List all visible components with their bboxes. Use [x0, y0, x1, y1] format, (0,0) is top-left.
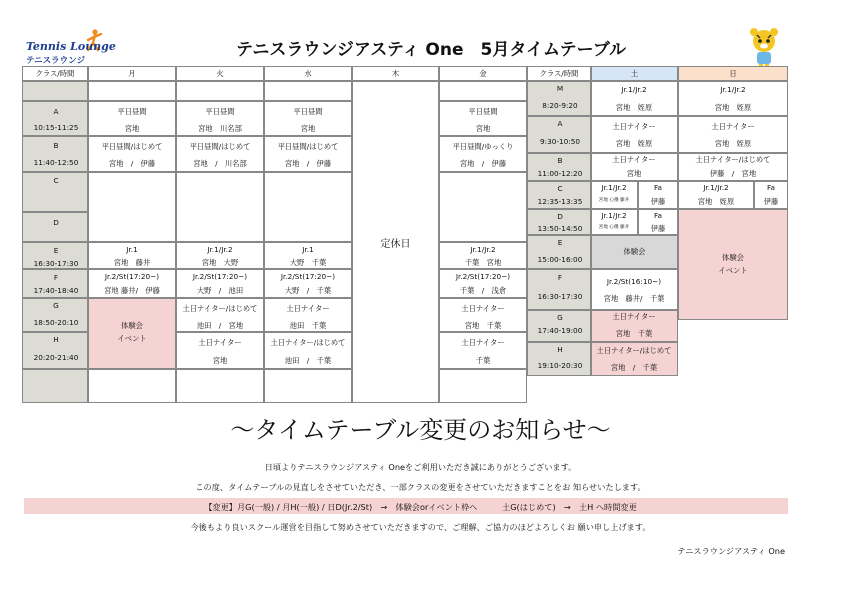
- coach-name: 宮地 心優 藤井: [598, 198, 630, 203]
- slot-g: G 18:50-20:10: [22, 298, 88, 332]
- coach-name: 宮地 姪原: [714, 139, 752, 148]
- class-name: Fa: [654, 211, 662, 220]
- class-name: Jr.1/Jr.2: [621, 85, 647, 94]
- class-name: Jr.2/St(17:20~): [280, 272, 336, 281]
- class-name: 土日ナイター: [461, 338, 505, 347]
- day-header-sun: 日: [678, 66, 788, 81]
- coach-name: 宮地 藤井/ 千葉: [603, 294, 665, 303]
- class-name: 平日昼間: [468, 107, 498, 116]
- logo-text-en: Tennis Lounge: [26, 40, 116, 53]
- cell-empty: [264, 369, 352, 403]
- cell-empty: [264, 172, 352, 242]
- slot-f: F 16:30-17:30: [527, 269, 591, 310]
- class-name: 土日ナイター/はじめて: [596, 346, 672, 355]
- coach-name: 宮地 姪原: [697, 197, 735, 206]
- class-name: 土日ナイター: [198, 338, 242, 347]
- slot-d: D: [22, 212, 88, 242]
- class-name: Jr.1/Jr.2: [470, 245, 496, 254]
- event-label: 体験会: [121, 321, 143, 330]
- class-name: Jr.1/Jr.2: [601, 211, 627, 220]
- coach-name: 千葉: [475, 356, 491, 365]
- slot-a: A 10:15-11:25: [22, 101, 88, 136]
- class-name: 平日昼間/はじめて: [277, 142, 339, 151]
- slot-g: G 17:40-19:00: [527, 310, 591, 342]
- coach-name: 宮地 川名部: [198, 124, 242, 133]
- coach-name: 宮地 / 伊藤: [459, 159, 507, 168]
- cell-empty: [264, 81, 352, 101]
- signature: テニスラウンジアスティ One: [677, 546, 785, 556]
- coach-name: 宮地 姪原: [615, 103, 653, 112]
- slot-m: M 8:20-9:20: [527, 81, 591, 116]
- cell-empty: [88, 81, 176, 101]
- day-header-thu: 木: [352, 66, 439, 81]
- cell-empty: [176, 369, 264, 403]
- notice-title: 〜タイムテーブル変更のお知らせ〜: [230, 416, 611, 444]
- slot-e: E 15:00-16:00: [527, 235, 591, 269]
- coach-name: 宮地: [475, 124, 491, 133]
- event-label: 体験会: [722, 253, 744, 262]
- day-header-mon: 月: [88, 66, 176, 81]
- cell-empty: [439, 172, 527, 242]
- class-name: Jr.1/Jr.2: [601, 183, 627, 192]
- class-name: 土日ナイター/はじめて: [182, 304, 258, 313]
- slot-h: H 19:10-20:30: [527, 342, 591, 376]
- coach-name: 千葉 / 浅倉: [459, 286, 507, 295]
- class-name: Jr.2/St(17:20~): [104, 272, 160, 281]
- mascot-icon: [748, 26, 780, 68]
- class-name: 土日ナイター: [612, 122, 656, 131]
- coach-name: 宮地 心優 藤井: [598, 225, 630, 230]
- slot-h: H 20:20-21:40: [22, 332, 88, 369]
- slot-c: C: [22, 172, 88, 212]
- cell-empty: [88, 369, 176, 403]
- coach-name: 千葉 宮地: [464, 258, 502, 267]
- cell-empty: [176, 172, 264, 242]
- class-name: 平日昼間/はじめて: [101, 142, 163, 151]
- slot-d: D 13:50-14:50: [527, 209, 591, 235]
- coach-name: 伊藤 / 宮地: [709, 169, 757, 178]
- slot-b: B 11:00-12:20: [527, 153, 591, 181]
- notice-line: 今後もより良いスクール運営を目指して努めさせていただきますので、ご理解、ご協力のほどよろしくお 願い申し上げます。: [190, 522, 651, 532]
- coach-name: 池田 千葉: [289, 321, 327, 330]
- slot-blank: [22, 369, 88, 403]
- class-name: 土日ナイター: [461, 304, 505, 313]
- class-name: Jr.1: [126, 245, 138, 254]
- class-name: Jr.2/St(16:10~): [606, 277, 662, 286]
- logo-text-ja: テニスラウンジ: [26, 56, 85, 66]
- class-name: Jr.2/St(17:20~): [192, 272, 248, 281]
- class-name: Jr.1/Jr.2: [703, 183, 729, 192]
- cell-empty: [439, 81, 527, 101]
- coach-name: 宮地 姪原: [714, 103, 752, 112]
- cell-empty: [88, 172, 176, 242]
- timetable: [22, 66, 788, 403]
- coach-name: 宮地 / 川名部: [193, 159, 247, 168]
- coach-name: 宮地: [124, 124, 140, 133]
- cell-empty: [439, 369, 527, 403]
- coach-name: 宮地 / 千葉: [610, 363, 658, 372]
- coach-name: 宮地 千葉: [464, 321, 502, 330]
- page-title: テニスラウンジアスティ One 5月タイムテーブル: [236, 40, 627, 60]
- coach-name: 池田 / 宮地: [196, 321, 244, 330]
- slot-a: A 9:30-10:50: [527, 116, 591, 153]
- coach-name: 池田 / 千葉: [284, 356, 332, 365]
- notice-line: 日頃よりテニスラウンジアスティ Oneをご利用いただき誠にありがとうございます。: [264, 462, 577, 472]
- coach-name: 宮地 大野: [201, 258, 239, 267]
- coach-name: 大野 千葉: [289, 258, 327, 267]
- day-header-sat: 土: [591, 66, 678, 81]
- slot-b: B 11:40-12:50: [22, 136, 88, 172]
- coach-name: 大野 / 池田: [196, 286, 244, 295]
- coach-name: 大野 / 千葉: [284, 286, 332, 295]
- slot-blank: [22, 81, 88, 101]
- coach-name: 伊藤: [650, 224, 666, 233]
- class-name: 土日ナイター: [711, 122, 755, 131]
- class-name: Jr.1/Jr.2: [720, 85, 746, 94]
- event-label: イベント: [117, 334, 147, 343]
- weekday-corner: クラス/時間: [22, 66, 88, 81]
- change-details: 【変更】月G(一般) / 月H(一般) / 日D(Jr.2/St) → 体験会orイベント枠へ 土G(はじめて) → 土H へ時間変更: [204, 502, 637, 512]
- class-name: 土日ナイター: [612, 155, 656, 164]
- closed-day-cell: 定休日: [352, 81, 439, 403]
- class-name: 土日ナイター: [286, 304, 330, 313]
- slot-f: F 17:40-18:40: [22, 269, 88, 298]
- cell-empty: [176, 81, 264, 101]
- class-name: 平日昼間/はじめて: [189, 142, 251, 151]
- trial-lesson-cell[interactable]: 体験会: [591, 235, 678, 269]
- class-name: 土日ナイター/はじめて: [695, 155, 771, 164]
- event-label: イベント: [718, 266, 748, 275]
- day-header-wed: 水: [264, 66, 352, 81]
- class-name: 平日昼間: [293, 107, 323, 116]
- coach-name: 伊藤: [650, 197, 666, 206]
- class-name: Jr.2/St(17:20~): [455, 272, 511, 281]
- coach-name: 伊藤: [763, 197, 779, 206]
- class-name: 土日ナイター/はじめて: [270, 338, 346, 347]
- class-name: 土日ナイター: [612, 312, 656, 321]
- slot-c: C 12:35-13:35: [527, 181, 591, 209]
- class-name: Jr.1/Jr.2: [207, 245, 233, 254]
- coach-name: 宮地: [212, 356, 228, 365]
- coach-name: 宮地 千葉: [615, 329, 653, 338]
- coach-name: 宮地 / 伊藤: [284, 159, 332, 168]
- weekend-corner: クラス/時間: [527, 66, 591, 81]
- class-name: 平日昼間: [205, 107, 235, 116]
- notice-line: この度、タイムテーブルの見直しをさせていただき、一部クラスの変更をさせていただきますことをお 知らせいたします。: [195, 482, 646, 492]
- class-name: Fa: [767, 183, 775, 192]
- coach-name: 宮地 姪原: [615, 139, 653, 148]
- logo: [24, 28, 116, 68]
- coach-name: 宮地 藤井/ 伊藤: [104, 286, 160, 295]
- day-header-fri: 金: [439, 66, 527, 81]
- class-name: Jr.1: [302, 245, 314, 254]
- slot-e: E 16:30-17:30: [22, 242, 88, 269]
- coach-name: 宮地: [300, 124, 316, 133]
- coach-name: 宮地 藤井: [113, 258, 151, 267]
- coach-name: 宮地 / 伊藤: [108, 159, 156, 168]
- day-header-tue: 火: [176, 66, 264, 81]
- class-name: Fa: [654, 183, 662, 192]
- coach-name: 宮地: [626, 169, 642, 178]
- class-name: 平日昼間: [117, 107, 147, 116]
- class-name: 平日昼間/ゆっくり: [452, 142, 514, 151]
- event-cell[interactable]: [678, 209, 788, 320]
